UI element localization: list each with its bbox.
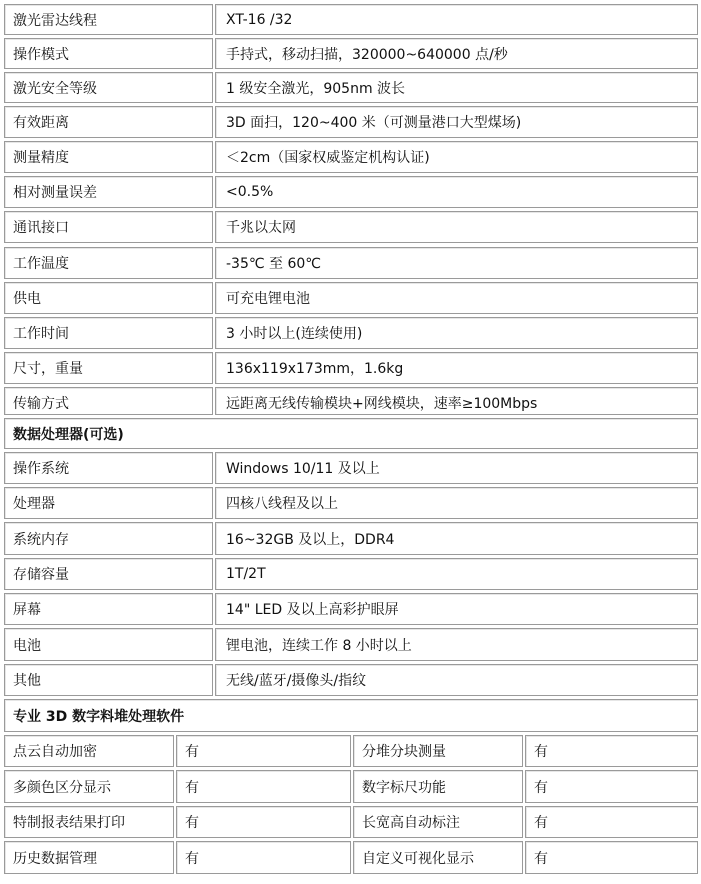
spec-value: <0.5%: [215, 176, 698, 208]
table-row: [4, 593, 698, 625]
section-heading-row: [4, 418, 698, 449]
feature-label: 分堆分块测量: [353, 735, 523, 767]
feature-value: 有: [176, 841, 351, 874]
spec-value: 远距离无线传输模块+网线模块，速率≥100Mbps: [215, 387, 698, 415]
table-row: [4, 387, 698, 415]
table-row: [4, 352, 698, 384]
table-row: [4, 558, 698, 590]
spec-label: 测量精度: [4, 141, 213, 173]
table-row: [4, 72, 698, 103]
spec-label: 相对测量误差: [4, 176, 213, 208]
table-row: [4, 735, 698, 767]
table-row: [4, 4, 698, 35]
feature-label: 多颜色区分显示: [4, 770, 174, 803]
feature-value: 有: [525, 735, 698, 767]
table-row: [4, 176, 698, 208]
spec-label: 存储容量: [4, 558, 213, 590]
spec-label: 激光安全等级: [4, 72, 213, 103]
software-heading: 专业 3D 数字料堆处理软件: [4, 699, 698, 732]
feature-value: 有: [176, 770, 351, 803]
spec-value: ＜2cm（国家权威鉴定机构认证): [215, 141, 698, 173]
feature-label: 自定义可视化显示: [353, 841, 523, 874]
spec-label: 操作模式: [4, 38, 213, 69]
spec-value: Windows 10/11 及以上: [215, 452, 698, 484]
spec-label: 系统内存: [4, 522, 213, 555]
spec-value: -35℃ 至 60℃: [215, 247, 698, 279]
feature-value: 有: [176, 735, 351, 767]
spec-value: XT-16 /32: [215, 4, 698, 35]
table-row: [4, 106, 698, 138]
table-row: [4, 487, 698, 519]
spec-value: 无线/蓝牙/摄像头/指纹: [215, 664, 698, 696]
spec-value: 四核八线程及以上: [215, 487, 698, 519]
spec-label: 尺寸，重量: [4, 352, 213, 384]
spec-label: 供电: [4, 282, 213, 314]
table-row: [4, 141, 698, 173]
spec-label: 电池: [4, 628, 213, 661]
feature-label: 特制报表结果打印: [4, 806, 174, 838]
table-row: [4, 247, 698, 279]
spec-value: 手持式，移动扫描，320000~640000 点/秒: [215, 38, 698, 69]
spec-value: 14" LED 及以上高彩护眼屏: [215, 593, 698, 625]
spec-label: 工作温度: [4, 247, 213, 279]
spec-label: 屏幕: [4, 593, 213, 625]
table-row: [4, 211, 698, 243]
table-row: [4, 38, 698, 69]
spec-label: 有效距离: [4, 106, 213, 138]
feature-label: 历史数据管理: [4, 841, 174, 874]
feature-label: 点云自动加密: [4, 735, 174, 767]
spec-value: 136x119x173mm，1.6kg: [215, 352, 698, 384]
spec-value: 1T/2T: [215, 558, 698, 590]
spec-value: 3D 面扫，120~400 米（可测量港口大型煤场): [215, 106, 698, 138]
feature-value: 有: [525, 770, 698, 803]
spec-value: 可充电锂电池: [215, 282, 698, 314]
spec-value: 3 小时以上(连续使用): [215, 317, 698, 349]
feature-value: 有: [525, 806, 698, 838]
feature-value: 有: [176, 806, 351, 838]
spec-value: 1 级安全激光，905nm 波长: [215, 72, 698, 103]
spec-label: 工作时间: [4, 317, 213, 349]
spec-label: 激光雷达线程: [4, 4, 213, 35]
table-row: [4, 282, 698, 314]
section-heading-row: [4, 699, 698, 732]
table-row: [4, 806, 698, 838]
table-row: [4, 628, 698, 661]
table-row: [4, 522, 698, 555]
table-row: [4, 317, 698, 349]
spec-label: 传输方式: [4, 387, 213, 415]
feature-label: 长宽高自动标注: [353, 806, 523, 838]
feature-label: 数字标尺功能: [353, 770, 523, 803]
spec-value: 锂电池，连续工作 8 小时以上: [215, 628, 698, 661]
spec-label: 处理器: [4, 487, 213, 519]
table-row: [4, 841, 698, 874]
table-row: [4, 664, 698, 696]
spec-value: 千兆以太网: [215, 211, 698, 243]
spec-label: 操作系统: [4, 452, 213, 484]
processor-heading: 数据处理器(可选): [4, 418, 698, 449]
table-row: [4, 452, 698, 484]
spec-label: 通讯接口: [4, 211, 213, 243]
spec-label: 其他: [4, 664, 213, 696]
spec-value: 16~32GB 及以上，DDR4: [215, 522, 698, 555]
feature-value: 有: [525, 841, 698, 874]
table-row: [4, 770, 698, 803]
